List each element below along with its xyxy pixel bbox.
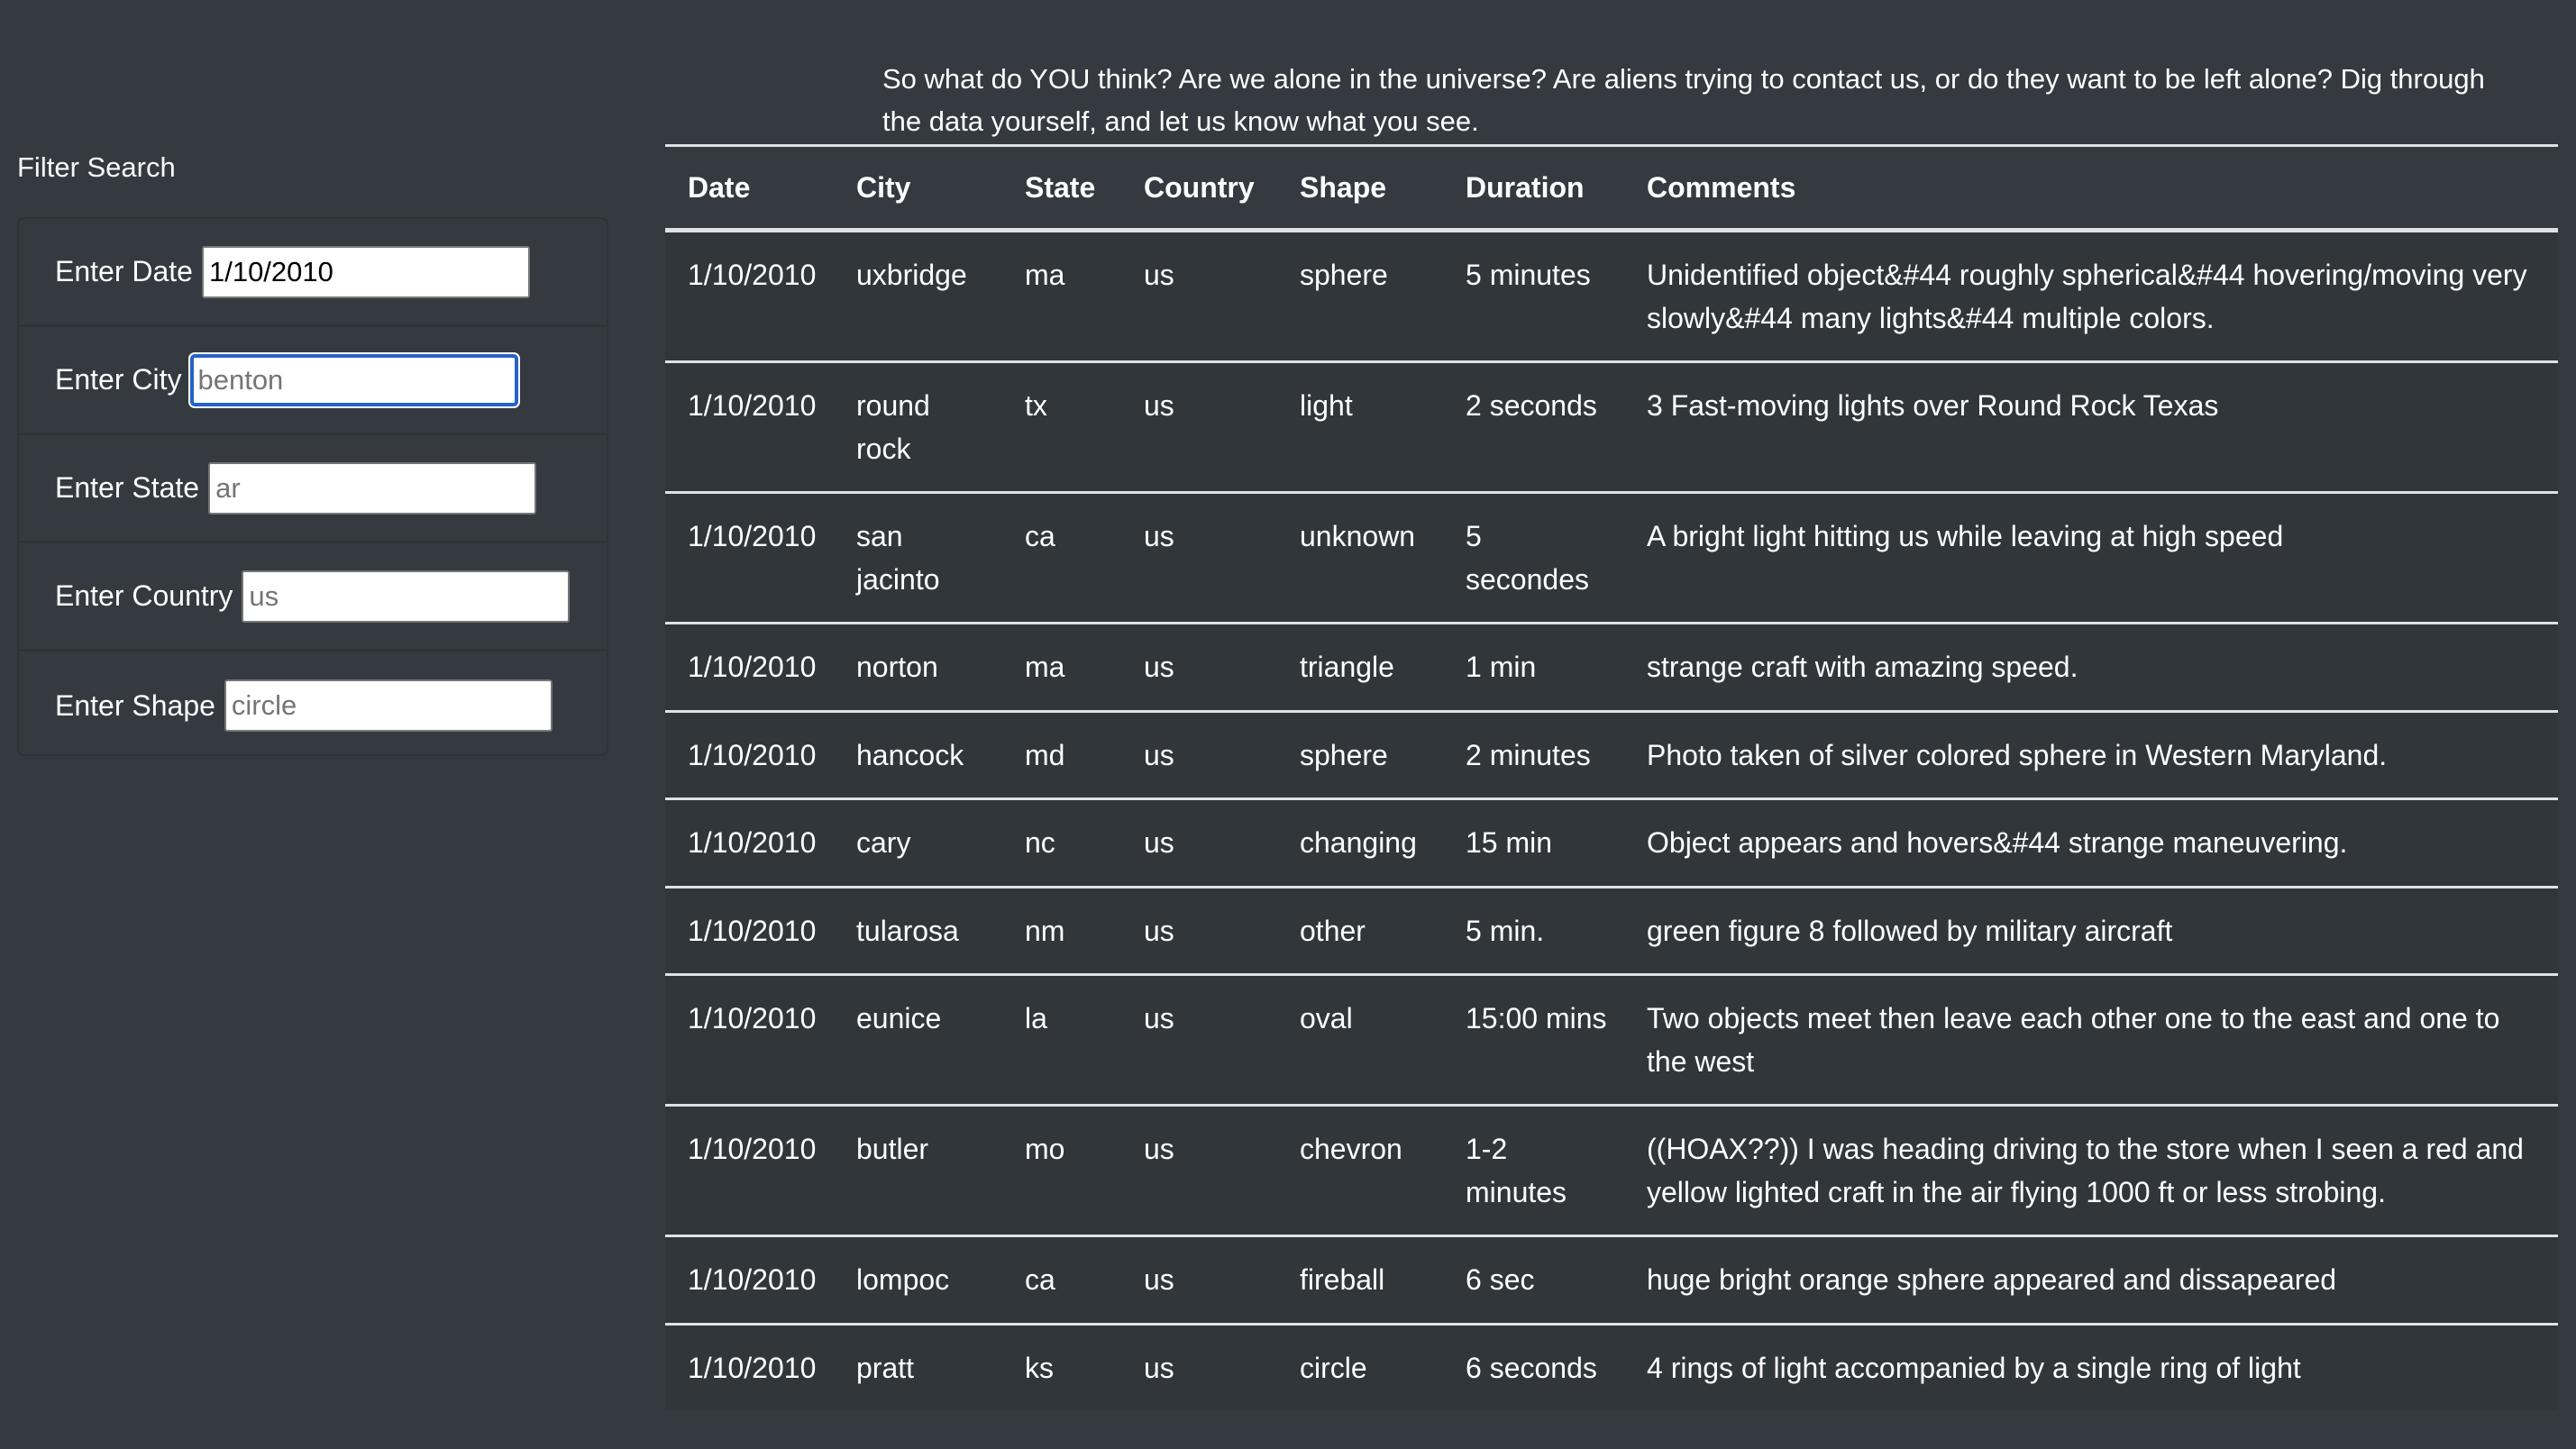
column-header-state: State — [1025, 170, 1096, 204]
country-cell: us — [1144, 1133, 1174, 1165]
country-cell: us — [1144, 1002, 1174, 1034]
header-row — [665, 146, 2558, 231]
column-header-country: Country — [1144, 170, 1255, 204]
filter-item-shape — [19, 652, 607, 760]
table-row — [665, 799, 2558, 888]
table-row — [665, 1236, 2558, 1325]
city-cell: hancock — [856, 738, 964, 771]
country-input[interactable] — [242, 570, 570, 623]
table-body — [665, 231, 2558, 1411]
table-row — [665, 362, 2558, 493]
comments-cell: 4 rings of light accompanied by a single ring of light — [1647, 1351, 2301, 1384]
country-cell: us — [1144, 826, 1174, 859]
country-cell: us — [1144, 259, 1174, 291]
duration-cell: 15:00 mins — [1466, 1002, 1607, 1034]
country-cell: us — [1144, 520, 1174, 552]
state-cell: nc — [1025, 826, 1055, 859]
duration-cell: 5 secondes — [1466, 520, 1589, 596]
date-cell: 1/10/2010 — [688, 259, 817, 291]
table-row — [665, 493, 2558, 624]
city-cell: san jacinto — [856, 520, 940, 596]
comments-cell: Unidentified object&#44 roughly spherical&#44 hovering/moving very slowly&#44 many lights&#44 multiple colors. — [1647, 259, 2527, 334]
filter-item-state — [19, 435, 607, 543]
city-cell: eunice — [856, 1002, 942, 1034]
country-cell: us — [1144, 914, 1174, 947]
table-row — [665, 231, 2558, 362]
date-cell: 1/10/2010 — [688, 1133, 817, 1165]
table-row — [665, 711, 2558, 799]
shape-input[interactable] — [224, 679, 553, 732]
duration-cell: 6 seconds — [1466, 1351, 1597, 1384]
shape-cell: light — [1300, 389, 1353, 422]
city-cell: butler — [856, 1133, 929, 1165]
state-input[interactable] — [208, 462, 536, 515]
intro-paragraph: So what do YOU think? Are we alone in the universe? Are aliens trying to contact us, or do they want to be left alone? Dig through the data yourself, and let us know what you see. — [882, 63, 2485, 137]
state-cell: ca — [1025, 1263, 1055, 1296]
shape-cell: triangle — [1300, 651, 1394, 683]
filter-item-city — [19, 327, 607, 435]
column-header-shape: Shape — [1300, 170, 1387, 204]
duration-cell: 2 seconds — [1466, 389, 1597, 422]
table-row — [665, 1324, 2558, 1410]
city-label: Enter City — [55, 363, 182, 396]
duration-cell: 15 min — [1466, 826, 1553, 859]
state-label: Enter State — [55, 471, 200, 504]
shape-cell: sphere — [1300, 738, 1388, 771]
shape-cell: unknown — [1300, 520, 1416, 552]
shape-cell: fireball — [1300, 1263, 1385, 1296]
state-cell: ma — [1025, 651, 1065, 683]
comments-cell: green figure 8 followed by military aircraft — [1647, 914, 2173, 947]
state-cell: mo — [1025, 1133, 1065, 1165]
comments-cell: strange craft with amazing speed. — [1647, 651, 2078, 683]
state-cell: ca — [1025, 520, 1055, 552]
city-cell: tularosa — [856, 914, 959, 947]
country-cell: us — [1144, 389, 1174, 422]
column-header-city: City — [856, 170, 911, 204]
date-cell: 1/10/2010 — [688, 738, 817, 771]
date-cell: 1/10/2010 — [688, 389, 817, 422]
city-input[interactable] — [190, 354, 518, 406]
comments-cell: 3 Fast-moving lights over Round Rock Texas — [1647, 389, 2219, 422]
shape-label: Enter Shape — [55, 688, 215, 722]
state-cell: md — [1025, 738, 1065, 771]
duration-cell: 6 sec — [1466, 1263, 1535, 1296]
duration-cell: 1-2 minutes — [1466, 1133, 1567, 1208]
filter-item-country — [19, 543, 607, 652]
city-cell: lompoc — [856, 1263, 950, 1296]
city-cell: pratt — [856, 1351, 915, 1384]
ufo-sightings-table — [665, 144, 2558, 1410]
column-header-comments: Comments — [1647, 170, 1796, 204]
date-cell: 1/10/2010 — [688, 914, 817, 947]
column-header-date: Date — [688, 170, 751, 204]
ufo-table-container — [665, 144, 2558, 1410]
filter-item-date — [19, 219, 607, 327]
country-cell: us — [1144, 1263, 1174, 1296]
city-cell: uxbridge — [856, 259, 967, 291]
comments-cell: ((HOAX??)) I was heading driving to the store when I seen a red and yellow lighted craft in the air flying 1000 ft or less strobing. — [1647, 1133, 2524, 1208]
state-cell: ks — [1025, 1351, 1054, 1384]
column-header-duration: Duration — [1466, 170, 1585, 204]
city-cell: round rock — [856, 389, 930, 465]
shape-cell: changing — [1300, 826, 1417, 859]
country-label: Enter Country — [55, 579, 233, 612]
filter-panel — [17, 217, 608, 756]
table-header — [665, 146, 2558, 231]
date-cell: 1/10/2010 — [688, 826, 817, 859]
duration-cell: 5 minutes — [1466, 259, 1591, 291]
state-cell: ma — [1025, 259, 1065, 291]
date-label: Enter Date — [55, 255, 193, 287]
duration-cell: 2 minutes — [1466, 738, 1591, 771]
date-input[interactable] — [202, 246, 530, 298]
state-cell: tx — [1025, 389, 1047, 422]
city-cell: cary — [856, 826, 911, 859]
table-row — [665, 1106, 2558, 1236]
shape-cell: other — [1300, 914, 1366, 947]
country-cell: us — [1144, 738, 1174, 771]
table-row — [665, 975, 2558, 1106]
date-cell: 1/10/2010 — [688, 1002, 817, 1034]
comments-cell: huge bright orange sphere appeared and dissapeared — [1647, 1263, 2337, 1296]
shape-cell: oval — [1300, 1002, 1353, 1034]
filter-search-title: Filter Search — [17, 151, 176, 183]
shape-cell: chevron — [1300, 1133, 1402, 1165]
shape-cell: circle — [1300, 1351, 1367, 1384]
comments-cell: Photo taken of silver colored sphere in Western Maryland. — [1647, 738, 2388, 771]
country-cell: us — [1144, 651, 1174, 683]
duration-cell: 1 min — [1466, 651, 1537, 683]
comments-cell: A bright light hitting us while leaving at high speed — [1647, 520, 2284, 552]
state-cell: la — [1025, 1002, 1047, 1034]
duration-cell: 5 min. — [1466, 914, 1545, 947]
table-row — [665, 624, 2558, 712]
shape-cell: sphere — [1300, 259, 1388, 291]
date-cell: 1/10/2010 — [688, 520, 817, 552]
date-cell: 1/10/2010 — [688, 1351, 817, 1384]
city-cell: norton — [856, 651, 938, 683]
comments-cell: Object appears and hovers&#44 strange maneuvering. — [1647, 826, 2348, 859]
table-row — [665, 887, 2558, 975]
state-cell: nm — [1025, 914, 1065, 947]
date-cell: 1/10/2010 — [688, 651, 817, 683]
comments-cell: Two objects meet then leave each other one to the east and one to the west — [1647, 1002, 2500, 1078]
date-cell: 1/10/2010 — [688, 1263, 817, 1296]
country-cell: us — [1144, 1351, 1174, 1384]
